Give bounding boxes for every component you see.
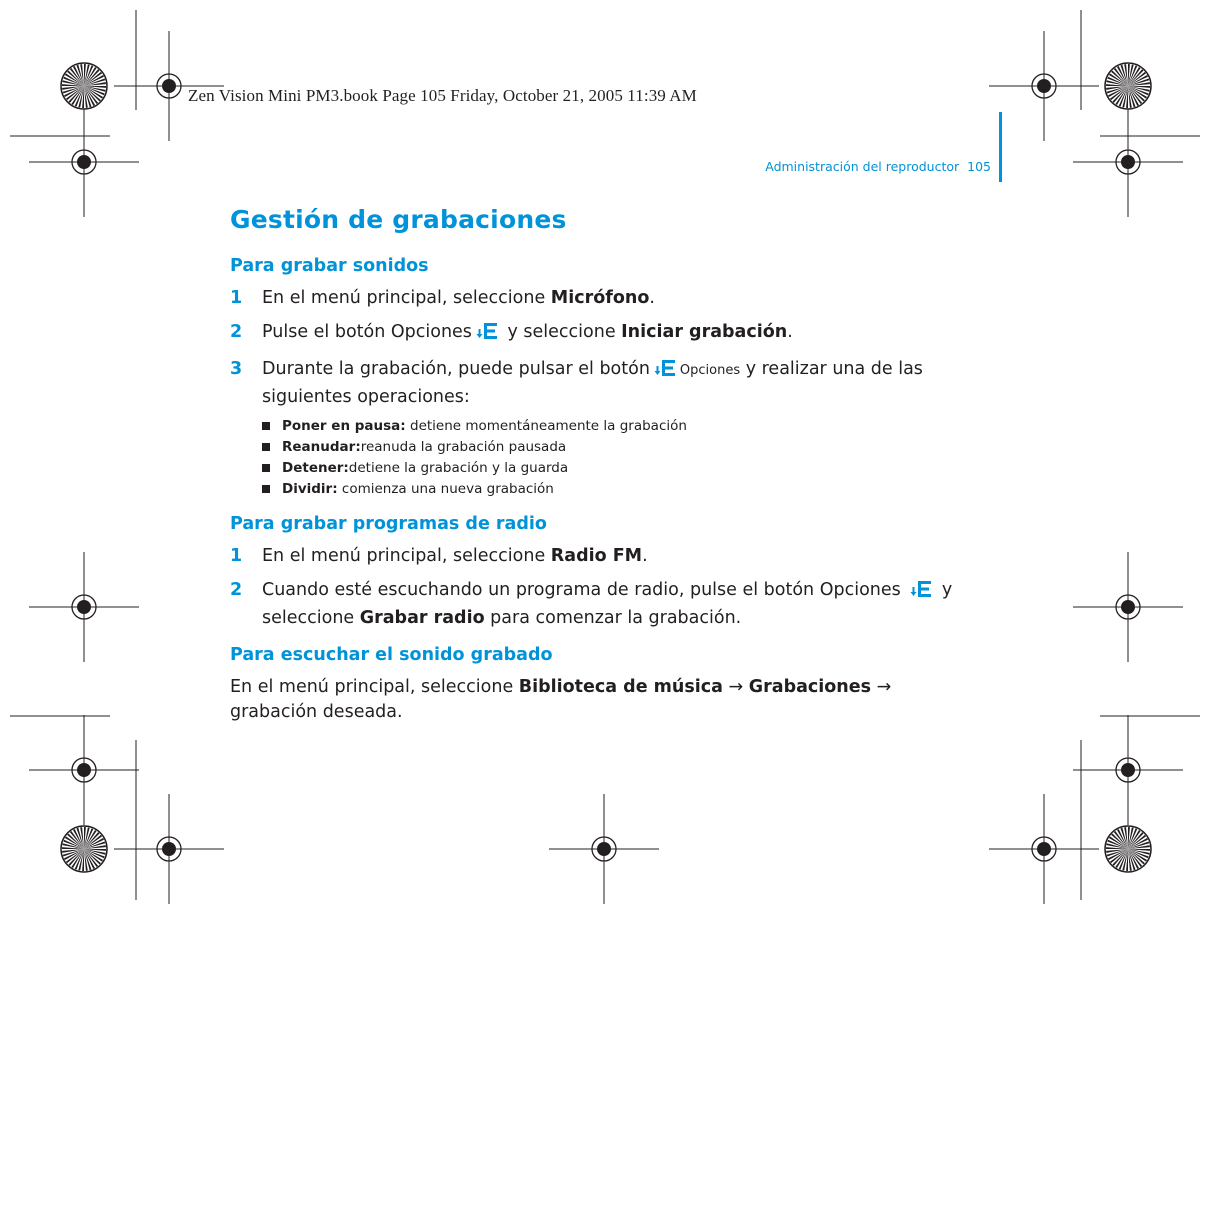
step-bold: Micrófono bbox=[550, 288, 650, 308]
step-text: En el menú principal, seleccione bbox=[262, 288, 551, 308]
step-text: y seleccione bbox=[501, 322, 622, 342]
registration-mark-icon bbox=[1073, 107, 1183, 217]
step-number: 2 bbox=[230, 322, 243, 342]
running-head-section: Administración del reproductor bbox=[765, 159, 960, 174]
step-text: y seleccione bbox=[262, 580, 953, 628]
operation-item bbox=[262, 416, 990, 437]
para-text: grabación deseada. bbox=[230, 702, 403, 722]
operations-list bbox=[262, 416, 990, 500]
step-number: 3 bbox=[230, 359, 243, 379]
section-heading: Para grabar programas de radio bbox=[230, 514, 547, 534]
page-title: Gestión de grabaciones bbox=[230, 205, 567, 234]
step-text: Cuando esté escuchando un programa de radio, pulse el botón Opciones bbox=[262, 580, 907, 600]
operation-name: Poner en pausa: bbox=[282, 418, 406, 434]
registration-mark-icon bbox=[989, 31, 1099, 141]
square-bullet-icon bbox=[262, 485, 270, 493]
arrow-icon: → bbox=[722, 677, 749, 697]
para-bold: Grabaciones bbox=[748, 677, 872, 697]
operation-desc: reanuda la grabación pausada bbox=[360, 439, 567, 455]
starburst-target-icon bbox=[1105, 826, 1151, 872]
step-item bbox=[230, 357, 990, 500]
operation-item bbox=[262, 437, 990, 458]
step-bold: Radio FM bbox=[550, 546, 643, 566]
operation-name: Reanudar: bbox=[282, 439, 361, 455]
step-text: y realizar una de las siguientes operaciones: bbox=[262, 359, 923, 407]
running-head bbox=[765, 159, 991, 174]
para-bold: Biblioteca de música bbox=[518, 677, 723, 697]
square-bullet-icon bbox=[262, 443, 270, 451]
operation-desc: detiene momentáneamente la grabación bbox=[405, 418, 687, 434]
options-menu-icon bbox=[476, 322, 498, 348]
registration-mark-icon bbox=[1073, 552, 1183, 662]
instruction-paragraph bbox=[230, 675, 990, 725]
registration-mark-icon bbox=[29, 107, 139, 217]
operation-name: Detener: bbox=[282, 460, 349, 476]
step-item bbox=[230, 286, 990, 311]
section-listen-recordings bbox=[230, 645, 990, 725]
step-text: para comenzar la grabación. bbox=[484, 608, 742, 628]
registration-mark-icon bbox=[1073, 715, 1183, 825]
registration-mark-icon bbox=[29, 552, 139, 662]
book-header: Zen Vision Mini PM3.book Page 105 Friday, October 21, 2005 11:39 AM bbox=[188, 86, 697, 105]
starburst-target-icon bbox=[61, 63, 107, 109]
operation-desc: comienza una nueva grabación bbox=[337, 481, 554, 497]
options-menu-icon bbox=[910, 580, 932, 606]
step-text: . bbox=[787, 322, 793, 342]
square-bullet-icon bbox=[262, 422, 270, 430]
operation-name: Dividir: bbox=[282, 481, 338, 497]
starburst-target-icon bbox=[1105, 63, 1151, 109]
step-number: 2 bbox=[230, 580, 243, 600]
registration-mark-icon bbox=[114, 794, 224, 904]
section-record-sounds bbox=[230, 256, 990, 500]
step-number: 1 bbox=[230, 288, 243, 308]
square-bullet-icon bbox=[262, 464, 270, 472]
section-heading: Para grabar sonidos bbox=[230, 256, 429, 276]
step-text: En el menú principal, seleccione bbox=[262, 546, 551, 566]
main-content bbox=[230, 205, 990, 739]
step-text: Durante la grabación, puede pulsar el botón bbox=[262, 359, 650, 379]
step-text: Pulse el botón Opciones bbox=[262, 322, 472, 342]
operation-item bbox=[262, 479, 990, 500]
step-item bbox=[230, 320, 990, 348]
page-number: 105 bbox=[967, 159, 991, 174]
step-item bbox=[230, 578, 990, 631]
operation-desc: detiene la grabación y la guarda bbox=[348, 460, 569, 476]
section-record-radio bbox=[230, 514, 990, 631]
starburst-target-icon bbox=[61, 826, 107, 872]
arrow-icon: → bbox=[871, 677, 892, 697]
steps-list bbox=[230, 286, 990, 500]
options-menu-icon bbox=[654, 359, 676, 385]
para-text: En el menú principal, seleccione bbox=[230, 677, 519, 697]
steps-list bbox=[230, 544, 990, 631]
step-item bbox=[230, 544, 990, 569]
step-bold: Iniciar grabación bbox=[621, 322, 788, 342]
section-heading: Para escuchar el sonido grabado bbox=[230, 645, 553, 665]
step-bold: Grabar radio bbox=[359, 608, 485, 628]
step-text: . bbox=[649, 288, 655, 308]
options-label: Opciones bbox=[679, 363, 741, 378]
step-number: 1 bbox=[230, 546, 243, 566]
registration-mark-icon bbox=[989, 794, 1099, 904]
operation-item bbox=[262, 458, 990, 479]
step-text: . bbox=[642, 546, 648, 566]
registration-mark-icon bbox=[549, 794, 659, 904]
registration-mark-icon bbox=[29, 715, 139, 825]
running-head-rule bbox=[999, 112, 1002, 182]
